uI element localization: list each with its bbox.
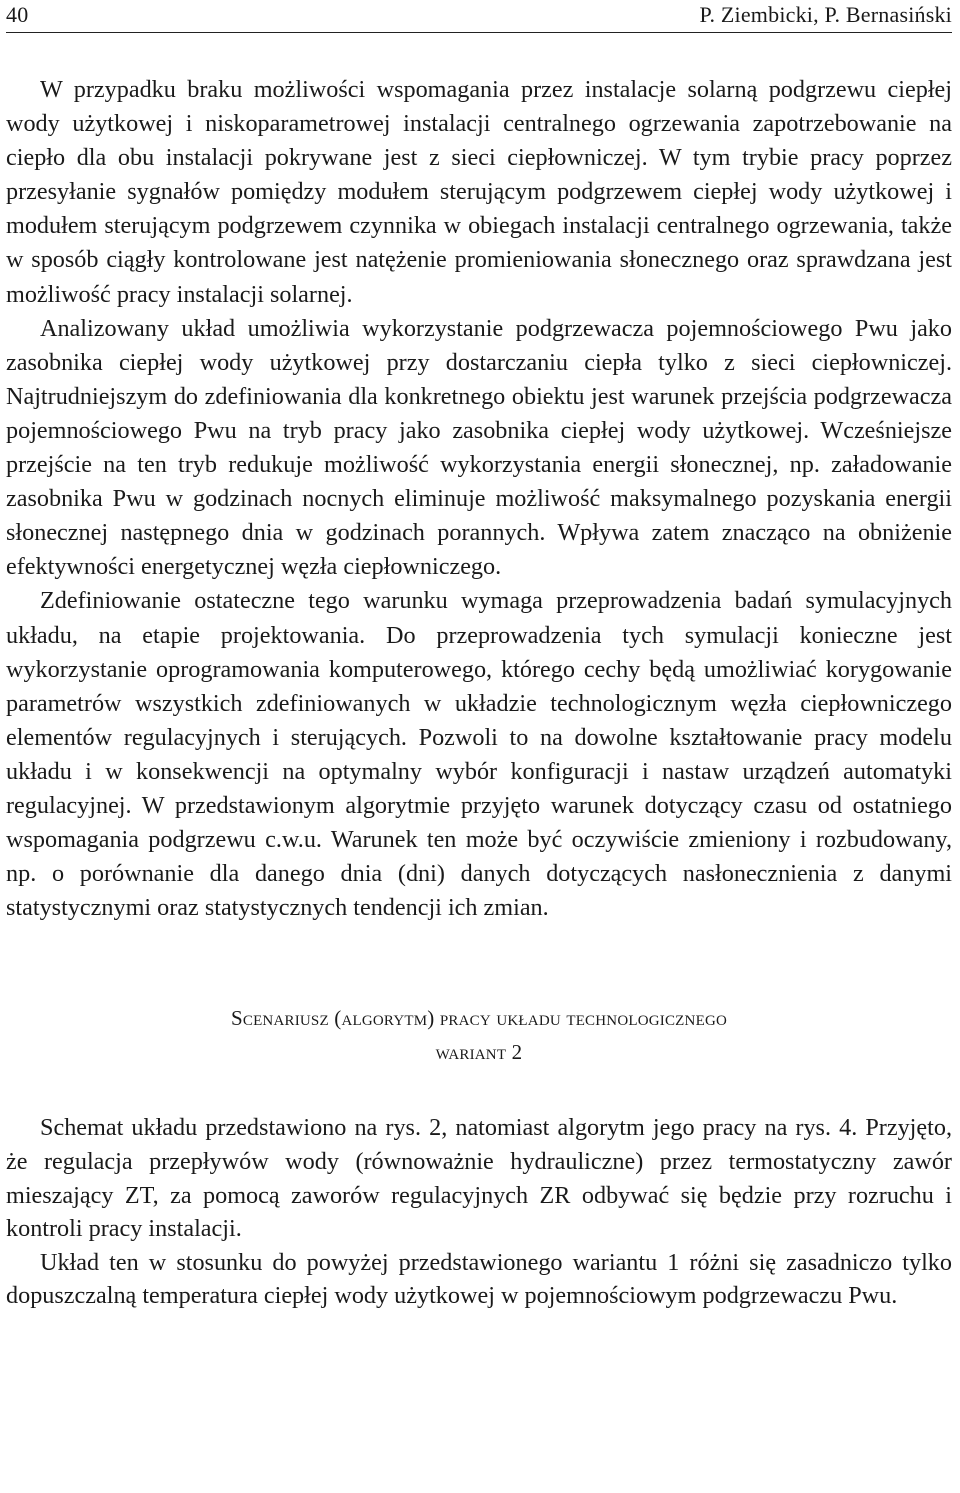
section-heading-line-2: wariant 2 [435,1040,523,1065]
section-body [6,1111,952,1313]
running-head-authors: P. Ziembicki, P. Bernasiński [699,2,952,27]
section-paragraph-1: Schemat układu przedstawiono na rys. 2, natomiast algorytm jego pracy na rys. 4. Przyjęto, że regulacja przepływów wody (równoważnie hydrauliczne) przez termostatyczny zawór mieszający ZT, za pomocą zaworów regulacyjnych ZR odbywać się będzie przy rozruchu i kontroli pracy instalacji. [6,1114,952,1243]
running-head [6,0,952,33]
page [6,0,952,1313]
body-text [6,73,952,925]
section-heading-line-1: Scenariusz (algorytm) pracy układu technologicznego [230,1006,728,1031]
page-number: 40 [6,2,29,27]
section-heading [6,1003,952,1067]
paragraph-3: Zdefiniowanie ostateczne tego warunku wymaga przeprowadzenia badań symulacyjnych układu, na etapie projektowania. Do przeprowadzenia tych symulacji konieczne jest wykorzystanie oprogramowania komputerowego, którego cechy będą umożliwiać korygowanie parametrów wszystkich zdefiniowanych w układzie technologicznym węzła ciepłowniczego elementów regulacyjnych i sterujących. Pozwoli to na dowolne kształtowanie pracy modelu układu i w konsekwencji na optymalny wybór konfiguracji i nastaw urządzeń automatyki regulacyjnej. W przedstawionym algorytmie przyjęto warunek dotyczący czasu od ostatniego wspomagania podgrzewu c.w.u. Warunek ten może być oczywiście zmieniony i rozbudowany, np. o porównanie dla danego dnia (dni) danych dotyczących nasłonecznienia z danymi statystycznymi oraz statystycznych tendencji ich zmian. [6,587,952,922]
paragraph-1: W przypadku braku możliwości wspomagania przez instalacje solarną podgrzewu ciepłej wody użytkowej i niskoparametrowej instalacji centralnego ogrzewania zapotrzebowanie na ciepło dla obu instalacji pokrywane jest z sieci ciepłowniczej. W tym trybie pracy poprzez przesyłanie sygnałów pomiędzy modułem sterującym podgrzewem ciepłej wody użytkowej i modułem sterującym podgrzewem czynnika w obiegach instalacji centralnego ogrzewania, także w sposób ciągły kontrolowane jest natężenie promieniowania słonecznego oraz sprawdzana jest możliwość pracy instalacji solarnej. [6,76,952,308]
paragraph-2: Analizowany układ umożliwia wykorzystanie podgrzewacza pojemnościowego Pwu jako zasobnika ciepłej wody użytkowej przy dostarczaniu ciepła tylko z sieci ciepłowniczej. Najtrudniejszym do zdefiniowania dla konkretnego obiektu jest warunek przejścia podgrzewacza pojemnościowego Pwu na tryb pracy jako zasobnika ciepłej wody użytkowej. Wcześniejsze przejście na ten tryb redukuje możliwość wykorzystania energii słonecznej, np. załadowanie zasobnika Pwu w godzinach nocnych eliminuje możliwość maksymalnego pozyskania energii słonecznej następnego dnia w godzinach porannych. Wpływa zatem znacząco na obniżenie efektywności energetycznej węzła ciepłowniczego. [6,314,952,581]
section-paragraph-2: Układ ten w stosunku do powyżej przedstawionego wariantu 1 różni się zasadniczo tylko dopuszczalną temperatura ciepłej wody użytkowej w pojemnościowym podgrzewaczu Pwu. [6,1248,952,1310]
